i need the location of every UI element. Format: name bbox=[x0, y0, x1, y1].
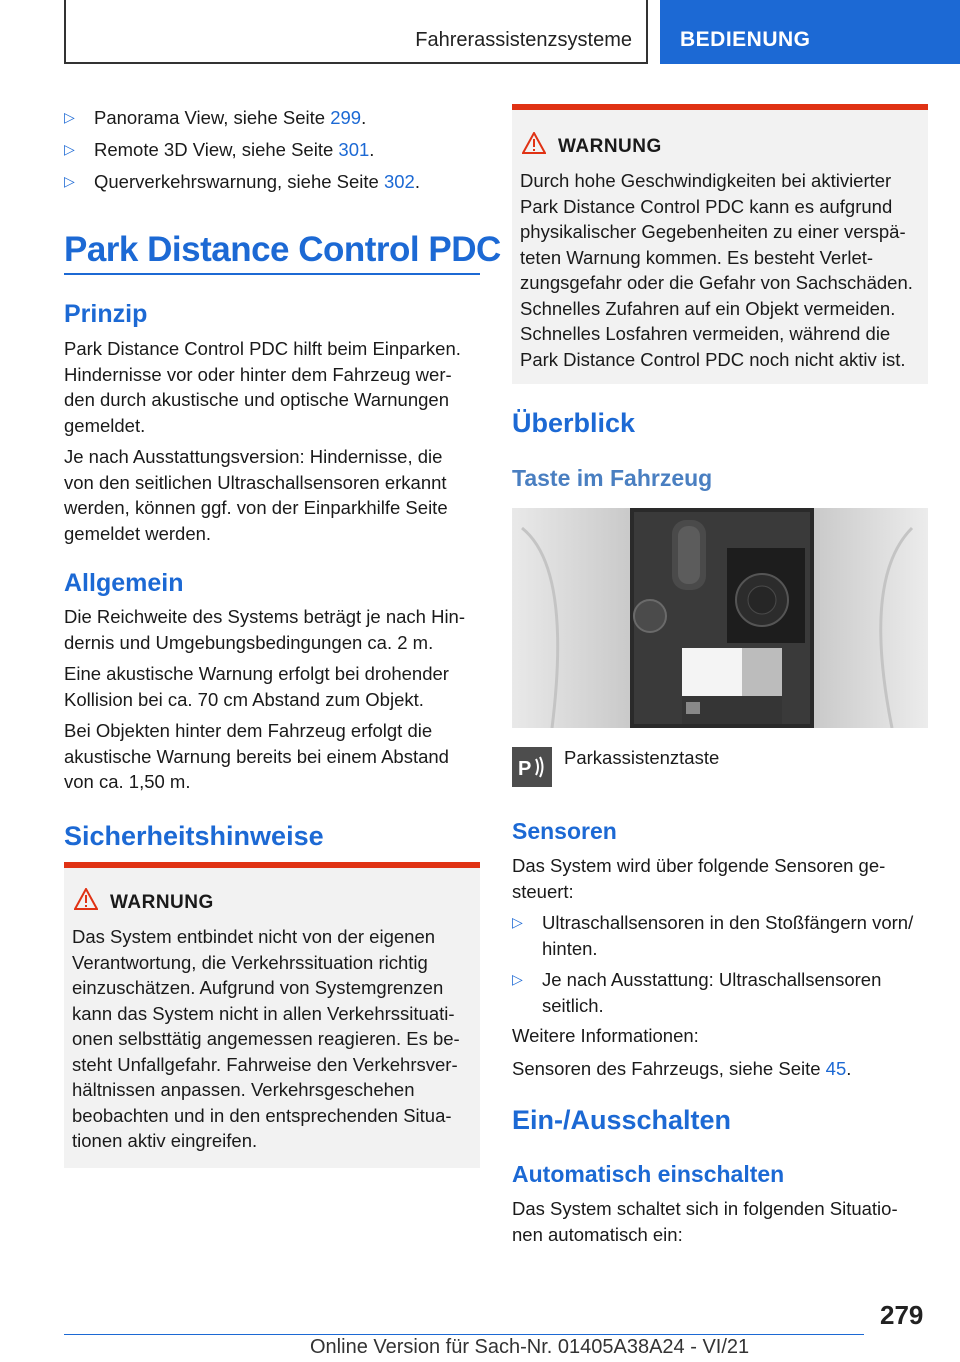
page-link[interactable]: 302 bbox=[383, 171, 415, 192]
overview-heading: Überblick bbox=[512, 408, 636, 438]
bullet-triangle-icon: ▷ bbox=[64, 173, 75, 189]
warning-title: WARNUNG bbox=[558, 136, 662, 157]
prinzip-heading: Prinzip bbox=[64, 300, 148, 328]
park-assist-icon bbox=[512, 747, 552, 787]
warning-box bbox=[512, 104, 928, 384]
page-number: 279 bbox=[880, 1300, 924, 1330]
sensors-paragraph: Das System wird über folgende Sensoren ge- steuert: bbox=[512, 855, 886, 902]
allgemein-paragraph-2: Eine akustische Warnung erfolgt bei drohender Kollision bei ca. 70 cm Abstand zum Objekt. bbox=[64, 663, 449, 710]
chapter-title: BEDIENUNG bbox=[680, 28, 811, 51]
auto-on-paragraph: Das System schaltet sich in folgenden Situatio- nen automatisch ein: bbox=[512, 1198, 898, 1245]
prinzip-paragraph-2: Je nach Ausstattungsversion: Hindernisse, die von den seitlichen Ultraschallsensoren erkannt werden, können ggf. von der Einparkhilfe Seite gemeldet werden. bbox=[64, 446, 448, 544]
sensors-reference: Sensoren des Fahrzeugs, siehe Seite 45. bbox=[512, 1058, 852, 1079]
allgemein-paragraph-3: Bei Objekten hinter dem Fahrzeug erfolgt die akustische Warnung bereits bei einem Abstand von ca. 1,50 m. bbox=[64, 720, 449, 792]
warning-text: Durch hohe Geschwindigkeiten bei aktivierter Park Distance Control PDC kann es aufgrund physikalischer Gegebenheiten zu einer verspä- teten Warnung kommen. Es besteht Verlet- zungsgefahr oder die Gefahr von Sachschäden. Schnelles Zufahren auf ein Objekt vermeiden. Schnelles Losfahren vermeiden, während die Park Distance Control PDC noch nicht aktiv ist. bbox=[520, 170, 913, 370]
allgemein-heading: Allgemein bbox=[64, 569, 184, 597]
section-title: Fahrerassistenzsysteme bbox=[415, 29, 632, 51]
park-assist-label: Parkassistenztaste bbox=[564, 747, 720, 768]
bullet-triangle-icon: ▷ bbox=[64, 141, 75, 157]
bullet-triangle-icon: ▷ bbox=[512, 914, 523, 930]
park-assist-button-icon bbox=[512, 747, 552, 787]
footer-rule bbox=[64, 1334, 864, 1335]
warning-triangle-icon bbox=[522, 132, 546, 154]
svg-text:P: P bbox=[518, 758, 532, 780]
prinzip-paragraph: Park Distance Control PDC hilft beim Einparken. Hindernisse vor oder hinter dem Fahrzeug wer- den durch akustische und optische Warnungen gemeldet. bbox=[64, 338, 461, 436]
title-underline bbox=[64, 273, 480, 275]
header-section-tab bbox=[64, 0, 648, 64]
onoff-heading: Ein-/Ausschalten bbox=[512, 1105, 732, 1135]
auto-on-heading: Automatisch einschalten bbox=[512, 1161, 785, 1187]
page-link[interactable]: 301 bbox=[338, 139, 370, 160]
console-illustration bbox=[512, 508, 928, 728]
more-info-label: Weitere Informationen: bbox=[512, 1025, 699, 1046]
safety-heading: Sicherheitshinweise bbox=[64, 821, 324, 851]
page-title: Park Distance Control PDC bbox=[64, 230, 501, 269]
warning-title: WARNUNG bbox=[110, 892, 214, 913]
allgemein-paragraph-1: Die Reichweite des Systems beträgt je nach Hin- dernis und Umgebungsbedingungen ca. 2 m. bbox=[64, 606, 466, 653]
header-chapter-tab bbox=[660, 0, 960, 64]
bullet-triangle-icon: ▷ bbox=[64, 109, 75, 125]
page-link[interactable]: 299 bbox=[330, 107, 362, 128]
bullet-triangle-icon: ▷ bbox=[512, 971, 523, 987]
warning-triangle-icon bbox=[74, 888, 98, 910]
warning-text: Das System entbindet nicht von der eigenen Verantwortung, die Verkehrssituation richtig einzuschätzen. Aufgrund von Systemgrenzen kann das System nicht in allen Verkehrssituati- onen selbsttätig angemessen reagieren. Es be- steht Unfallgefahr. Fahrweise den Verkehrsver- hältnissen anpassen. Verkehrsgeschehen beobachten und in den entsprechenden Situa- tionen aktiv eingreifen. bbox=[72, 926, 460, 1151]
warning-box bbox=[64, 862, 480, 1168]
page-link[interactable]: 45 bbox=[825, 1058, 847, 1079]
button-heading: Taste im Fahrzeug bbox=[512, 465, 713, 491]
online-version-note: Online Version für Sach-Nr. 01405A38A24 - VI/21 bbox=[310, 1336, 750, 1358]
sensors-heading: Sensoren bbox=[512, 818, 617, 844]
console-photo bbox=[512, 508, 928, 728]
